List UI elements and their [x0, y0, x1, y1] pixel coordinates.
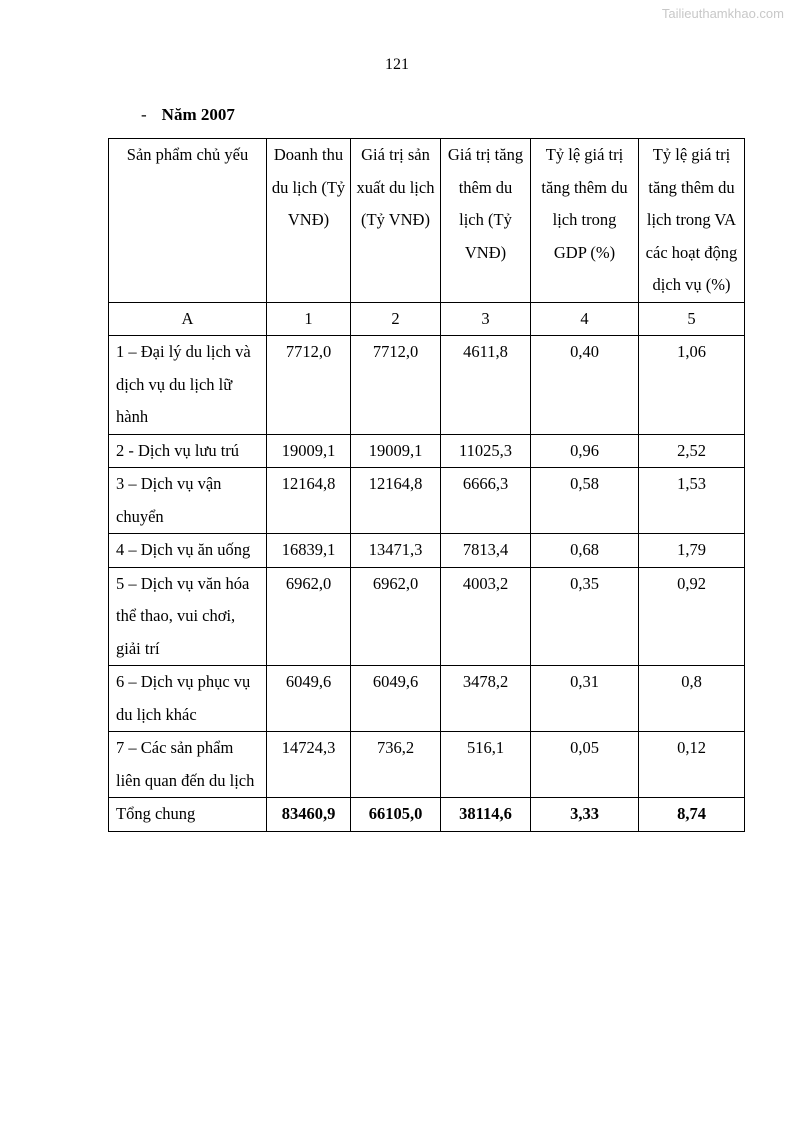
table-cell: 7813,4 [441, 534, 531, 568]
table-cell: 1 – Đại lý du lịch và dịch vụ du lịch lữ hành [109, 336, 267, 435]
total-label: Tổng chung [109, 798, 267, 832]
total-cell: 3,33 [531, 798, 639, 832]
table-cell: 0,58 [531, 468, 639, 534]
table-row [109, 434, 745, 468]
table-cell: 3478,2 [441, 666, 531, 732]
table-cell: 5 – Dịch vụ văn hóa thể thao, vui chơi, giải trí [109, 567, 267, 666]
table-cell: 12164,8 [351, 468, 441, 534]
column-index-row [109, 302, 745, 336]
table-cell: 6049,6 [267, 666, 351, 732]
table-cell: 19009,1 [351, 434, 441, 468]
col-header-gdp-share: Tỷ lệ giá trị tăng thêm du lịch trong GDP (%) [531, 139, 639, 303]
col-header-va-share: Tỷ lệ giá trị tăng thêm du lịch trong VA các hoạt động dịch vụ (%) [639, 139, 745, 303]
table-row [109, 732, 745, 798]
total-cell: 66105,0 [351, 798, 441, 832]
table-cell: 13471,3 [351, 534, 441, 568]
table-row [109, 336, 745, 435]
table-cell: 19009,1 [267, 434, 351, 468]
bullet-dash: - [141, 105, 147, 124]
table-cell: 2 - Dịch vụ lưu trú [109, 434, 267, 468]
table-cell: 6049,6 [351, 666, 441, 732]
table-cell: 4 [531, 302, 639, 336]
table-cell: 3 – Dịch vụ vận chuyển [109, 468, 267, 534]
table-cell: 7712,0 [351, 336, 441, 435]
page-number: 121 [385, 56, 409, 73]
table-cell: 736,2 [351, 732, 441, 798]
tourism-products-table [108, 138, 745, 832]
table-cell: 0,92 [639, 567, 745, 666]
table-cell: 1 [267, 302, 351, 336]
total-row [109, 798, 745, 832]
total-cell: 38114,6 [441, 798, 531, 832]
table-cell: 4003,2 [441, 567, 531, 666]
total-cell: 83460,9 [267, 798, 351, 832]
table-cell: 0,96 [531, 434, 639, 468]
table-cell: 2 [351, 302, 441, 336]
table-cell: 6 – Dịch vụ phục vụ du lịch khác [109, 666, 267, 732]
watermark: Tailieuthamkhao.com [661, 6, 784, 21]
table-cell: 16839,1 [267, 534, 351, 568]
table-cell: 0,35 [531, 567, 639, 666]
table-row [109, 666, 745, 732]
section-heading [141, 105, 235, 125]
table-cell: 11025,3 [441, 434, 531, 468]
table-cell: 4611,8 [441, 336, 531, 435]
table-cell: 0,68 [531, 534, 639, 568]
table-cell: 7 – Các sản phẩm liên quan đến du lịch [109, 732, 267, 798]
table-cell: 6962,0 [351, 567, 441, 666]
col-header-value-added: Giá trị tăng thêm du lịch (Tỷ VNĐ) [441, 139, 531, 303]
table-cell: 516,1 [441, 732, 531, 798]
table-cell: 3 [441, 302, 531, 336]
table-row [109, 534, 745, 568]
table-cell: 0,31 [531, 666, 639, 732]
table-cell: 1,06 [639, 336, 745, 435]
table-cell: 2,52 [639, 434, 745, 468]
table-cell: 12164,8 [267, 468, 351, 534]
table-cell: 1,79 [639, 534, 745, 568]
col-header-output: Giá trị sản xuất du lịch (Tỷ VNĐ) [351, 139, 441, 303]
table-cell: 6666,3 [441, 468, 531, 534]
table-cell: 0,8 [639, 666, 745, 732]
col-header-product: Sản phẩm chủ yếu [109, 139, 267, 303]
table-cell: 0,12 [639, 732, 745, 798]
table-cell: 4 – Dịch vụ ăn uống [109, 534, 267, 568]
section-title: Năm 2007 [161, 105, 235, 124]
table-cell: 7712,0 [267, 336, 351, 435]
table-cell: 0,40 [531, 336, 639, 435]
table-cell: 1,53 [639, 468, 745, 534]
table-cell: A [109, 302, 267, 336]
table-cell: 14724,3 [267, 732, 351, 798]
table-cell: 6962,0 [267, 567, 351, 666]
total-cell: 8,74 [639, 798, 745, 832]
table-cell: 0,05 [531, 732, 639, 798]
table-cell: 5 [639, 302, 745, 336]
header-row [109, 139, 745, 303]
table-row [109, 567, 745, 666]
col-header-revenue: Doanh thu du lịch (Tỷ VNĐ) [267, 139, 351, 303]
table-row [109, 468, 745, 534]
